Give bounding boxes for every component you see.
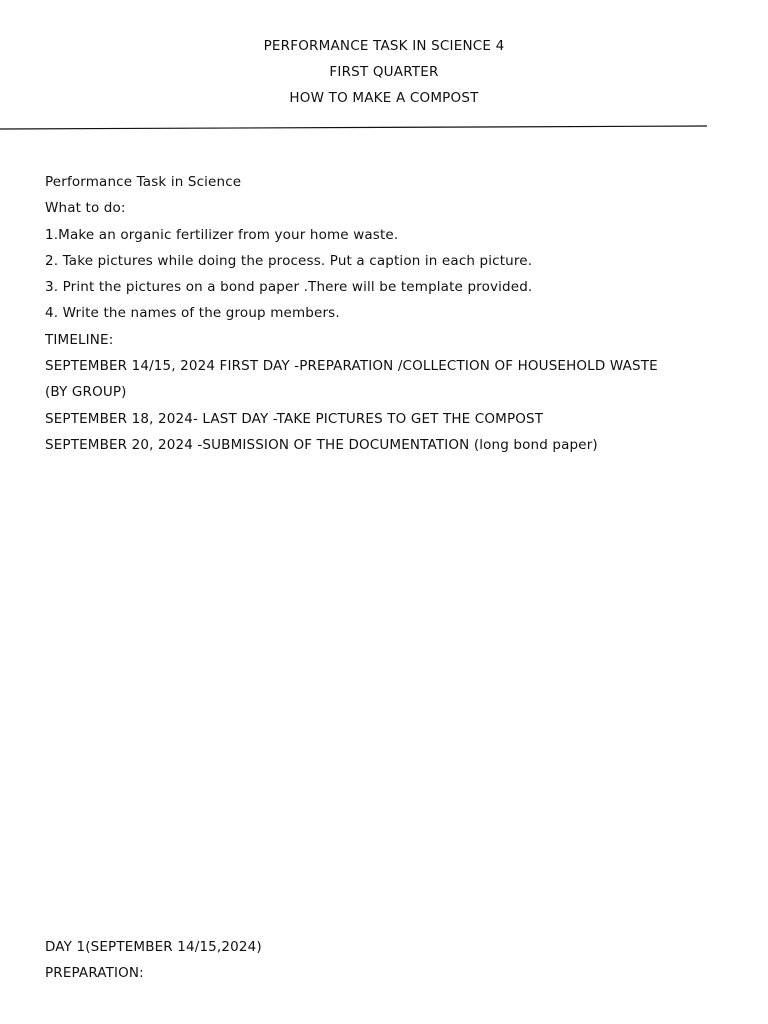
step-item: 3. Print the pictures on a bond paper .There will be template provided. <box>45 279 533 296</box>
header-title: PERFORMANCE TASK IN SCIENCE 4 <box>263 38 505 54</box>
what-to-do-label: What to do: <box>45 200 126 217</box>
header-topic: HOW TO MAKE A COMPOST <box>289 90 479 106</box>
step-item: 1.Make an organic fertilizer from your home waste. <box>45 226 399 243</box>
day1-section <box>45 937 745 990</box>
timeline-item: SEPTEMBER 20, 2024 -SUBMISSION OF THE DOCUMENTATION (long bond paper) <box>45 436 598 453</box>
step-item: 4. Write the names of the group members. <box>45 305 340 322</box>
day1-title: DAY 1(SEPTEMBER 14/15,2024) <box>45 939 262 955</box>
header-quarter: FIRST QUARTER <box>329 64 439 80</box>
timeline-item: (BY GROUP) <box>45 384 127 401</box>
day1-subtitle: PREPARATION: <box>45 965 144 982</box>
timeline-label: TIMELINE: <box>45 331 114 348</box>
step-item: 2. Take pictures while doing the process. Put a caption in each picture. <box>45 252 533 269</box>
task-heading: Performance Task in Science <box>45 174 242 190</box>
document-header <box>0 36 768 114</box>
timeline-item: SEPTEMBER 14/15, 2024 FIRST DAY -PREPARATION /COLLECTION OF HOUSEHOLD WASTE <box>45 358 658 375</box>
timeline-item: SEPTEMBER 18, 2024- LAST DAY -TAKE PICTURES TO GET THE COMPOST <box>45 410 544 427</box>
task-description <box>45 172 745 461</box>
header-divider <box>0 118 708 130</box>
